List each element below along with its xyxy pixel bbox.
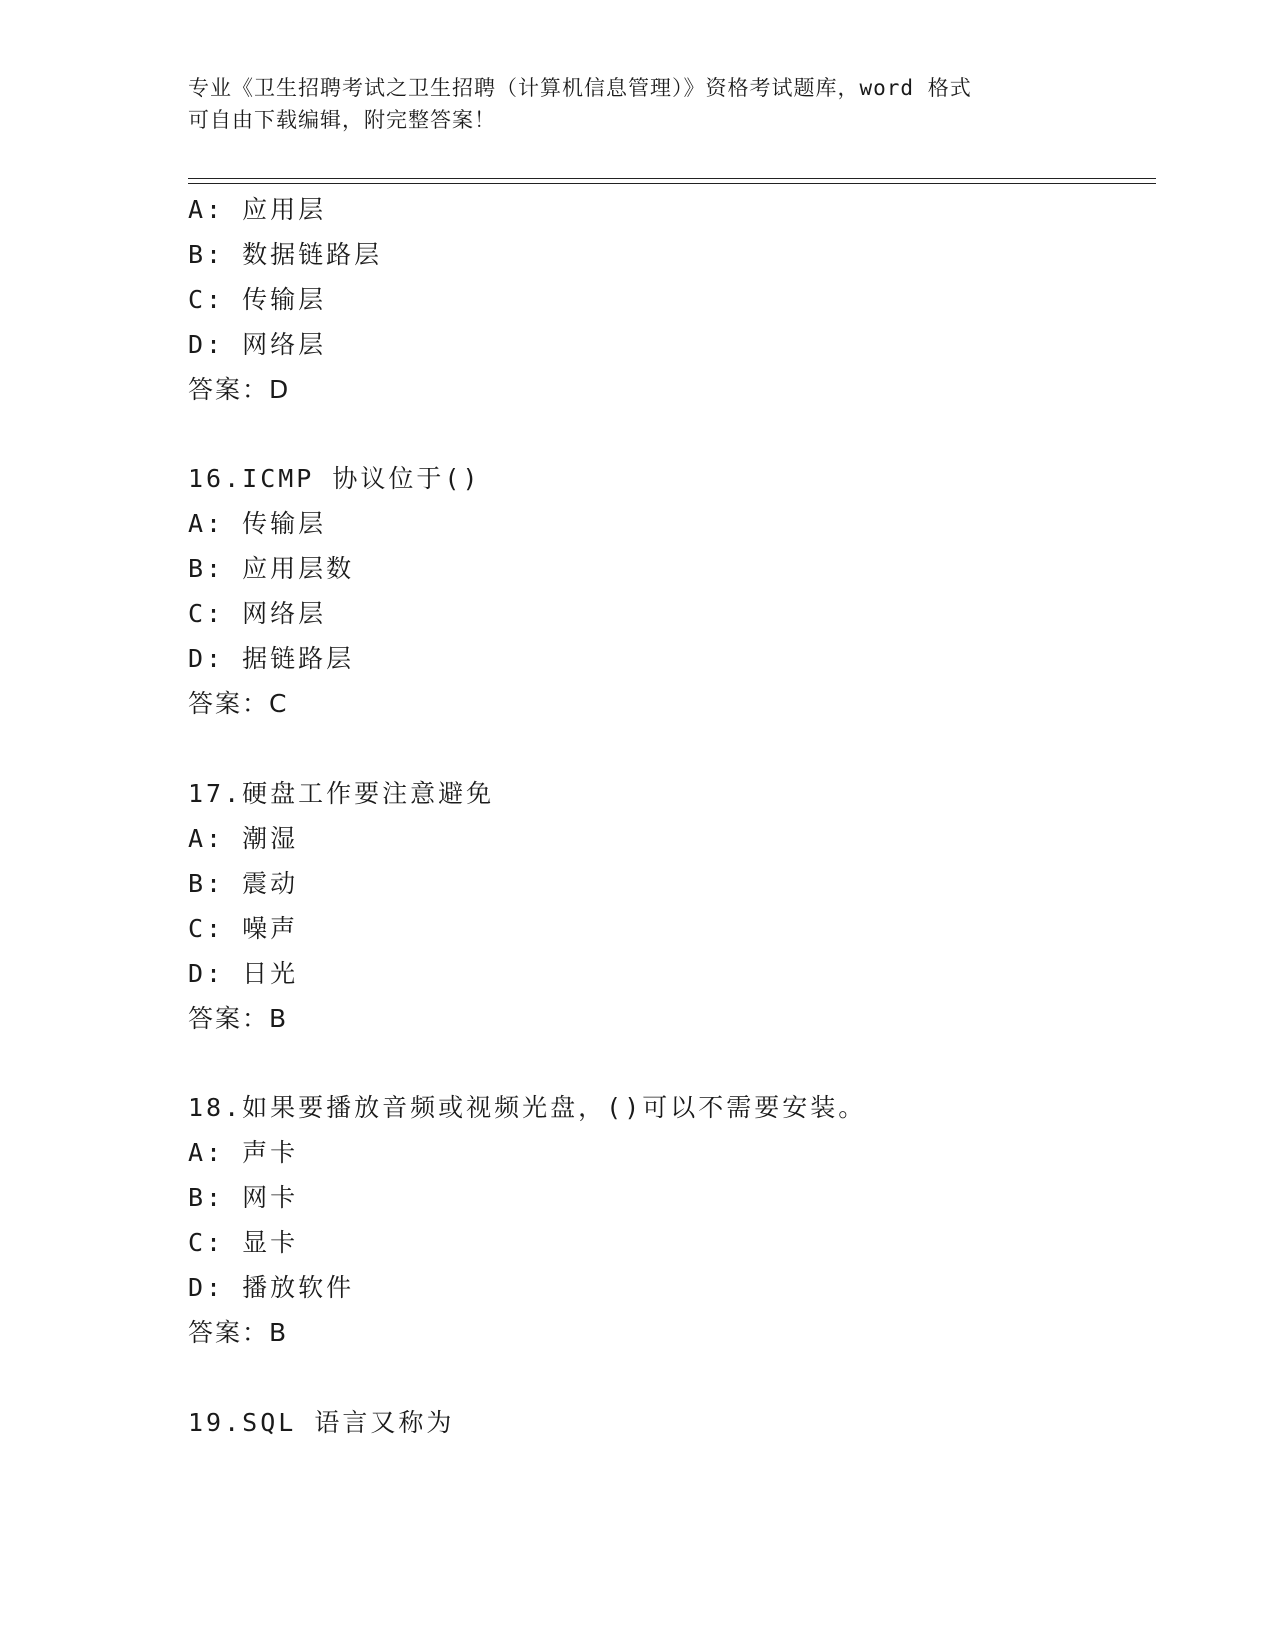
q19-question: 19.SQL 语言又称为 (188, 1408, 455, 1437)
q16-option-c: C: 网络层 (188, 599, 327, 628)
q16-question: 16.ICMP 协议位于() (188, 464, 481, 493)
header-divider-bottom (188, 183, 1156, 184)
q15-option-a: A: 应用层 (188, 195, 327, 224)
q17-option-c: C: 噪声 (188, 914, 299, 943)
q18-option-d: D: 播放软件 (188, 1273, 355, 1302)
q18-question: 18.如果要播放音频或视频光盘，()可以不需要安装。 (188, 1093, 867, 1122)
header-line-2: 可自由下载编辑，附完整答案！ (188, 108, 496, 132)
q15-option-d: D: 网络层 (188, 330, 327, 359)
q18-option-a: A: 声卡 (188, 1138, 299, 1167)
q18-option-c: C: 显卡 (188, 1228, 299, 1257)
q17-option-b: B: 震动 (188, 869, 299, 898)
q17-option-a: A: 潮湿 (188, 824, 299, 853)
q17-question: 17.硬盘工作要注意避免 (188, 779, 495, 808)
q16-answer: 答案：C (188, 689, 289, 718)
document-header (188, 72, 1088, 136)
header-divider-top (188, 178, 1156, 179)
q18-option-b: B: 网卡 (188, 1183, 299, 1212)
q15-answer: 答案：D (188, 375, 291, 404)
header-line-1: 专业《卫生招聘考试之卫生招聘（计算机信息管理）》资格考试题库，word 格式 (188, 76, 972, 100)
q15-option-c: C: 传输层 (188, 285, 327, 314)
q16-option-a: A: 传输层 (188, 509, 327, 538)
q18-answer: 答案：B (188, 1318, 289, 1347)
q16-option-b: B: 应用层数 (188, 554, 355, 583)
q17-answer: 答案：B (188, 1004, 289, 1033)
q16-option-d: D: 据链路层 (188, 644, 355, 673)
q17-option-d: D: 日光 (188, 959, 299, 988)
q15-option-b: B: 数据链路层 (188, 240, 383, 269)
